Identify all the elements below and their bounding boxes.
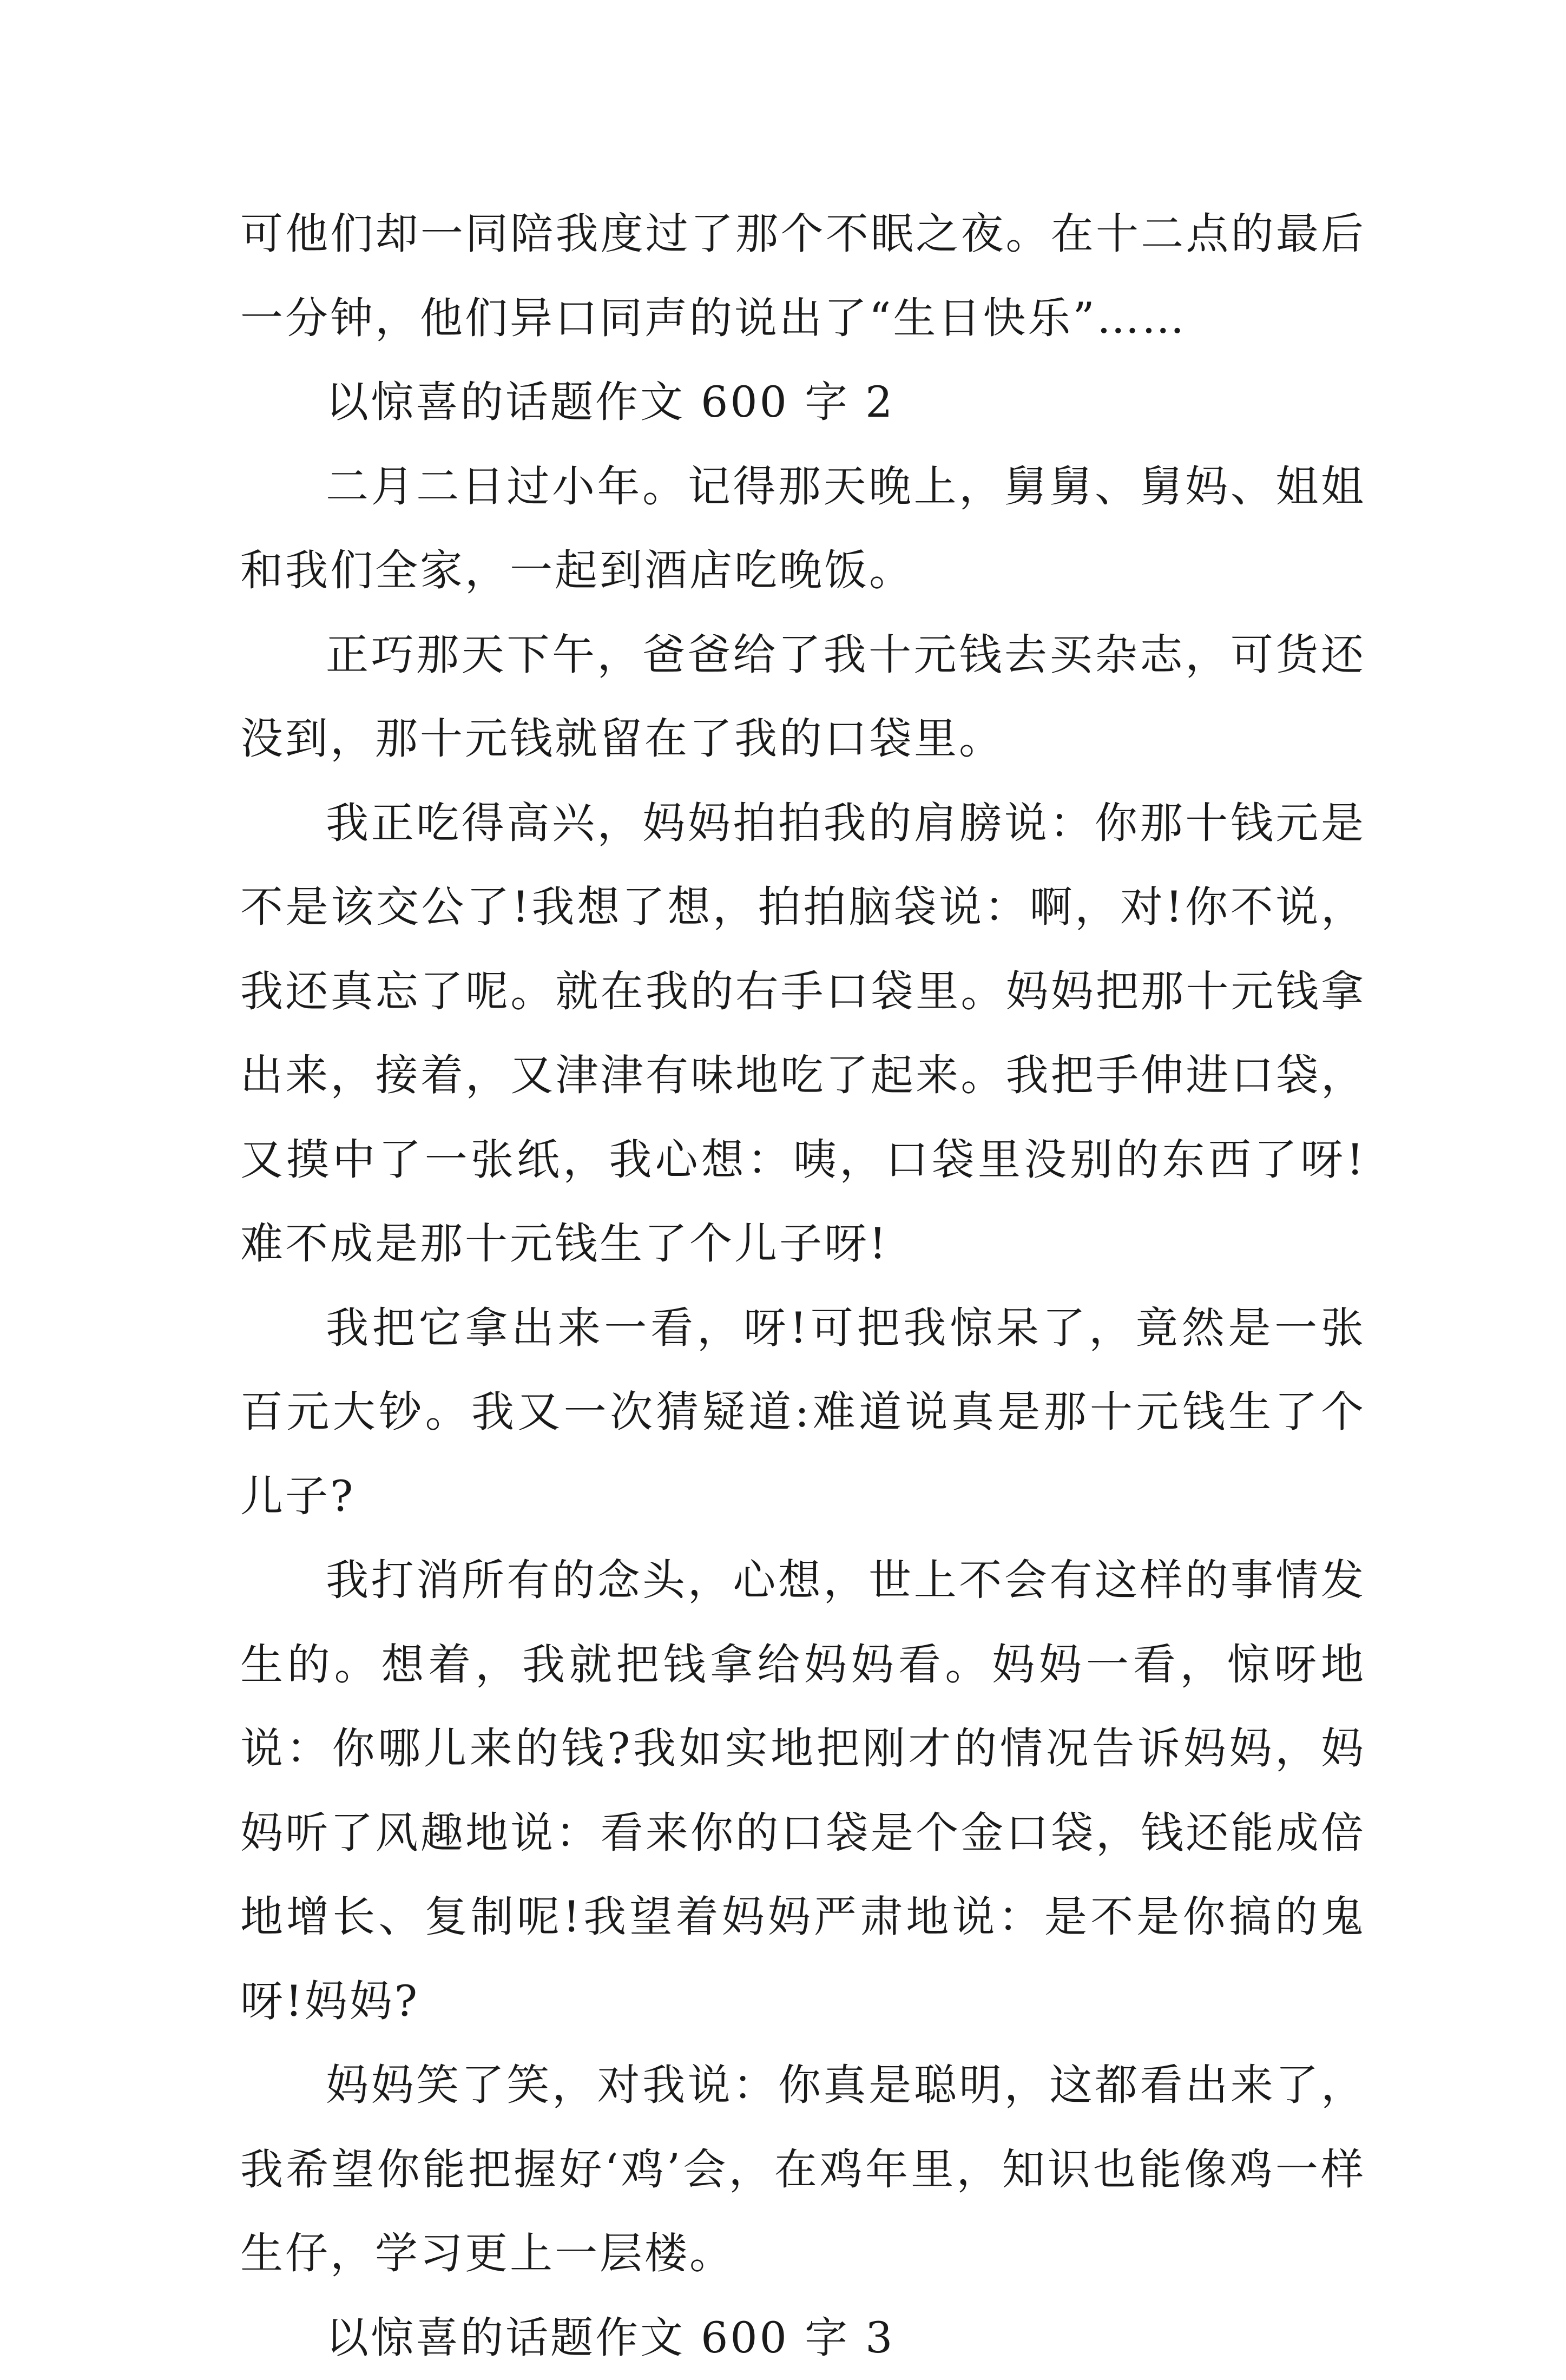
- paragraph: 妈妈笑了笑，对我说：你真是聪明，这都看出来了，我希望你能把握好‘鸡’会，在鸡年里，知识也能像鸡一样生仔，学习更上一层楼。: [240, 2043, 1366, 2296]
- paragraph: 我正吃得高兴，妈妈拍拍我的肩膀说：你那十钱元是不是该交公了!我想了想，拍拍脑袋说：啊，对!你不说，我还真忘了呢。就在我的右手口袋里。妈妈把那十元钱拿出来，接着，又津津有味地吃了起来。我把手伸进口袋，又摸中了一张纸，我心想：咦，口袋里没别的东西了呀!难不成是那十元钱生了个儿子呀!: [240, 781, 1366, 1286]
- paragraph: 正巧那天下午，爸爸给了我十元钱去买杂志，可货还没到，那十元钱就留在了我的口袋里。: [240, 613, 1366, 781]
- essay-heading-2: 以惊喜的话题作文 600 字 2: [240, 360, 1366, 445]
- essay-heading-3: 以惊喜的话题作文 600 字 3: [240, 2296, 1366, 2380]
- paragraph-continuation: 可他们却一同陪我度过了那个不眠之夜。在十二点的最后一分钟，他们异口同声的说出了“生日快乐”……: [240, 192, 1366, 360]
- paragraph: 二月二日过小年。记得那天晚上，舅舅、舅妈、姐姐和我们全家，一起到酒店吃晚饭。: [240, 445, 1366, 613]
- essay-text: [240, 192, 1366, 2380]
- paragraph: 我把它拿出来一看，呀!可把我惊呆了，竟然是一张百元大钞。我又一次猜疑道:难道说真是那十元钱生了个儿子?: [240, 1286, 1366, 1539]
- paragraph: 我打消所有的念头，心想，世上不会有这样的事情发生的。想着，我就把钱拿给妈妈看。妈妈一看，惊呀地说：你哪儿来的钱?我如实地把刚才的情况告诉妈妈，妈妈听了风趣地说：看来你的口袋是个金口袋，钱还能成倍地增长、复制呢!我望着妈妈严肃地说：是不是你搞的鬼呀!妈妈?: [240, 1539, 1366, 2043]
